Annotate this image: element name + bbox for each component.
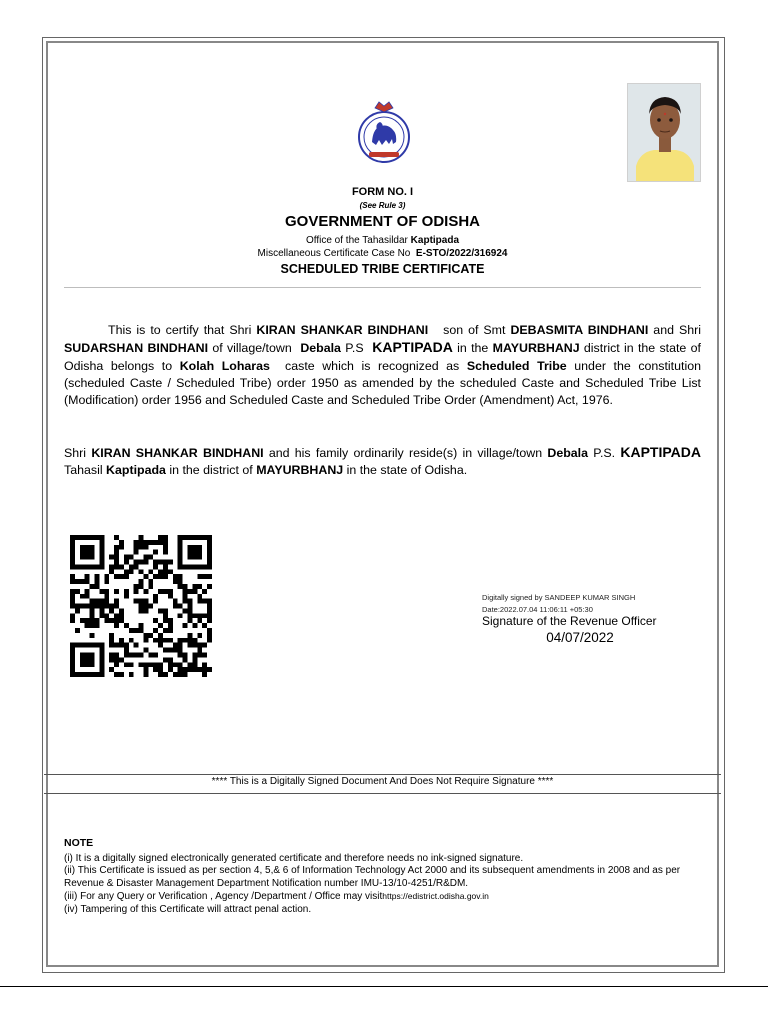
village-name: Debala — [300, 341, 341, 356]
note-list — [64, 853, 704, 916]
note-title: NOTE — [64, 837, 94, 849]
note-item-i: (i) It is a digitally signed electronically generated certificate and therefore needs no ink-signed signature. — [64, 853, 524, 864]
header-divider — [64, 287, 701, 288]
p2-text-4: Tahasil — [64, 463, 103, 478]
district-name-2: MAYURBHANJ — [256, 463, 344, 478]
police-station: KAPTIPADA — [372, 339, 453, 356]
p2-text-1: Shri — [64, 446, 87, 460]
applicant-photo-icon — [627, 83, 701, 182]
office-line — [46, 235, 719, 246]
p2-text-5: in the district of — [169, 463, 253, 478]
p1-text-7: district in the state of Odisha belongs to — [64, 341, 701, 373]
p1-text-3: and Shri — [653, 323, 701, 337]
applicant-name: KIRAN SHANKAR BINDHANI — [256, 323, 429, 337]
office-prefix: Office of the Tahasildar — [305, 235, 408, 246]
p1-text-9: under the constitution (scheduled Caste / Scheduled Tribe) order 1950 as amended by the scheduled Caste and Scheduled Tribe List (Modification) order 1956 and Scheduled Caste and Scheduled Tribe Order (Amendment) Act, 1976. — [64, 358, 701, 408]
odisha-state-emblem-icon — [355, 100, 413, 166]
page-bottom-line — [0, 986, 768, 987]
residence-paragraph — [64, 444, 701, 480]
father-name: SUDARSHAN BINDHANI — [64, 341, 209, 356]
edistrict-link[interactable]: https://edistrict.odisha.gov.in — [382, 891, 489, 902]
form-number: FORM NO. I — [351, 186, 414, 198]
p1-text-1: This is to certify that Shri — [108, 323, 252, 337]
signature-title: Signature of the Revenue Officer — [482, 614, 657, 628]
government-title: GOVERNMENT OF ODISHA — [284, 213, 480, 230]
office-place: Kaptipada — [410, 235, 460, 246]
district-name: MAYURBHANJ — [492, 341, 580, 356]
mother-name: DEBASMITA BINDHANI — [510, 323, 649, 337]
digitally-signed-by: Digitally signed by SANDEEP KUMAR SINGH — [482, 593, 636, 602]
p1-text-2: son of Smt — [443, 323, 506, 337]
note-item-iv: (iv) Tampering of this Certificate will attract penal action. — [64, 903, 312, 915]
police-station-2: KAPTIPADA — [620, 444, 702, 460]
p1-text-6: in the — [457, 341, 489, 356]
note-item-ii: (ii) This Certificate is issued as per section 4, 5,& 6 of Information Technology Act 2000 and its subsequent amendments in 2008 and as per Revenue & Disaster Management Department Notification number IMU-13/10-4251/R&DM. — [64, 865, 681, 889]
case-number-line — [46, 248, 719, 259]
misc-prefix: Miscellaneous Certificate Case No — [257, 248, 411, 259]
signature-date: 04/07/2022 — [546, 630, 614, 645]
tahasil-name: Kaptipada — [106, 463, 166, 478]
qr-code-icon — [70, 535, 212, 677]
p1-text-4: of village/town — [212, 341, 292, 356]
digital-signature-banner: **** This is a Digitally Signed Document And Does Not Require Signature **** — [211, 776, 554, 787]
certificate-title: SCHEDULED TRIBE CERTIFICATE — [280, 262, 485, 276]
signature-timestamp: Date:2022.07.04 11:06:11 +05:30 — [482, 605, 593, 614]
note-item-iii — [64, 890, 704, 903]
note-item-iii-text: (iii) For any Query or Verification , Agency /Department / Office may visit — [64, 891, 383, 903]
village-name-2: Debala — [547, 446, 589, 460]
certification-paragraph — [64, 322, 701, 409]
p2-text-3: P.S. — [593, 446, 616, 460]
p2-text-2: and his family ordinarily reside(s) in village/town — [268, 446, 543, 460]
p1-text-8: caste which is recognized as — [285, 358, 460, 373]
p1-text-5: P.S — [345, 341, 364, 356]
p2-text-6: in the state of Odisha. — [346, 463, 468, 478]
caste-name: Kolah Loharas — [179, 358, 270, 373]
certificate-inner-border — [46, 41, 719, 967]
see-rule: (See Rule 3) — [359, 201, 406, 210]
category-name: Scheduled Tribe — [466, 358, 567, 373]
case-number: E-STO/2022/316924 — [415, 248, 508, 259]
applicant-name-2: KIRAN SHANKAR BINDHANI — [91, 446, 264, 460]
